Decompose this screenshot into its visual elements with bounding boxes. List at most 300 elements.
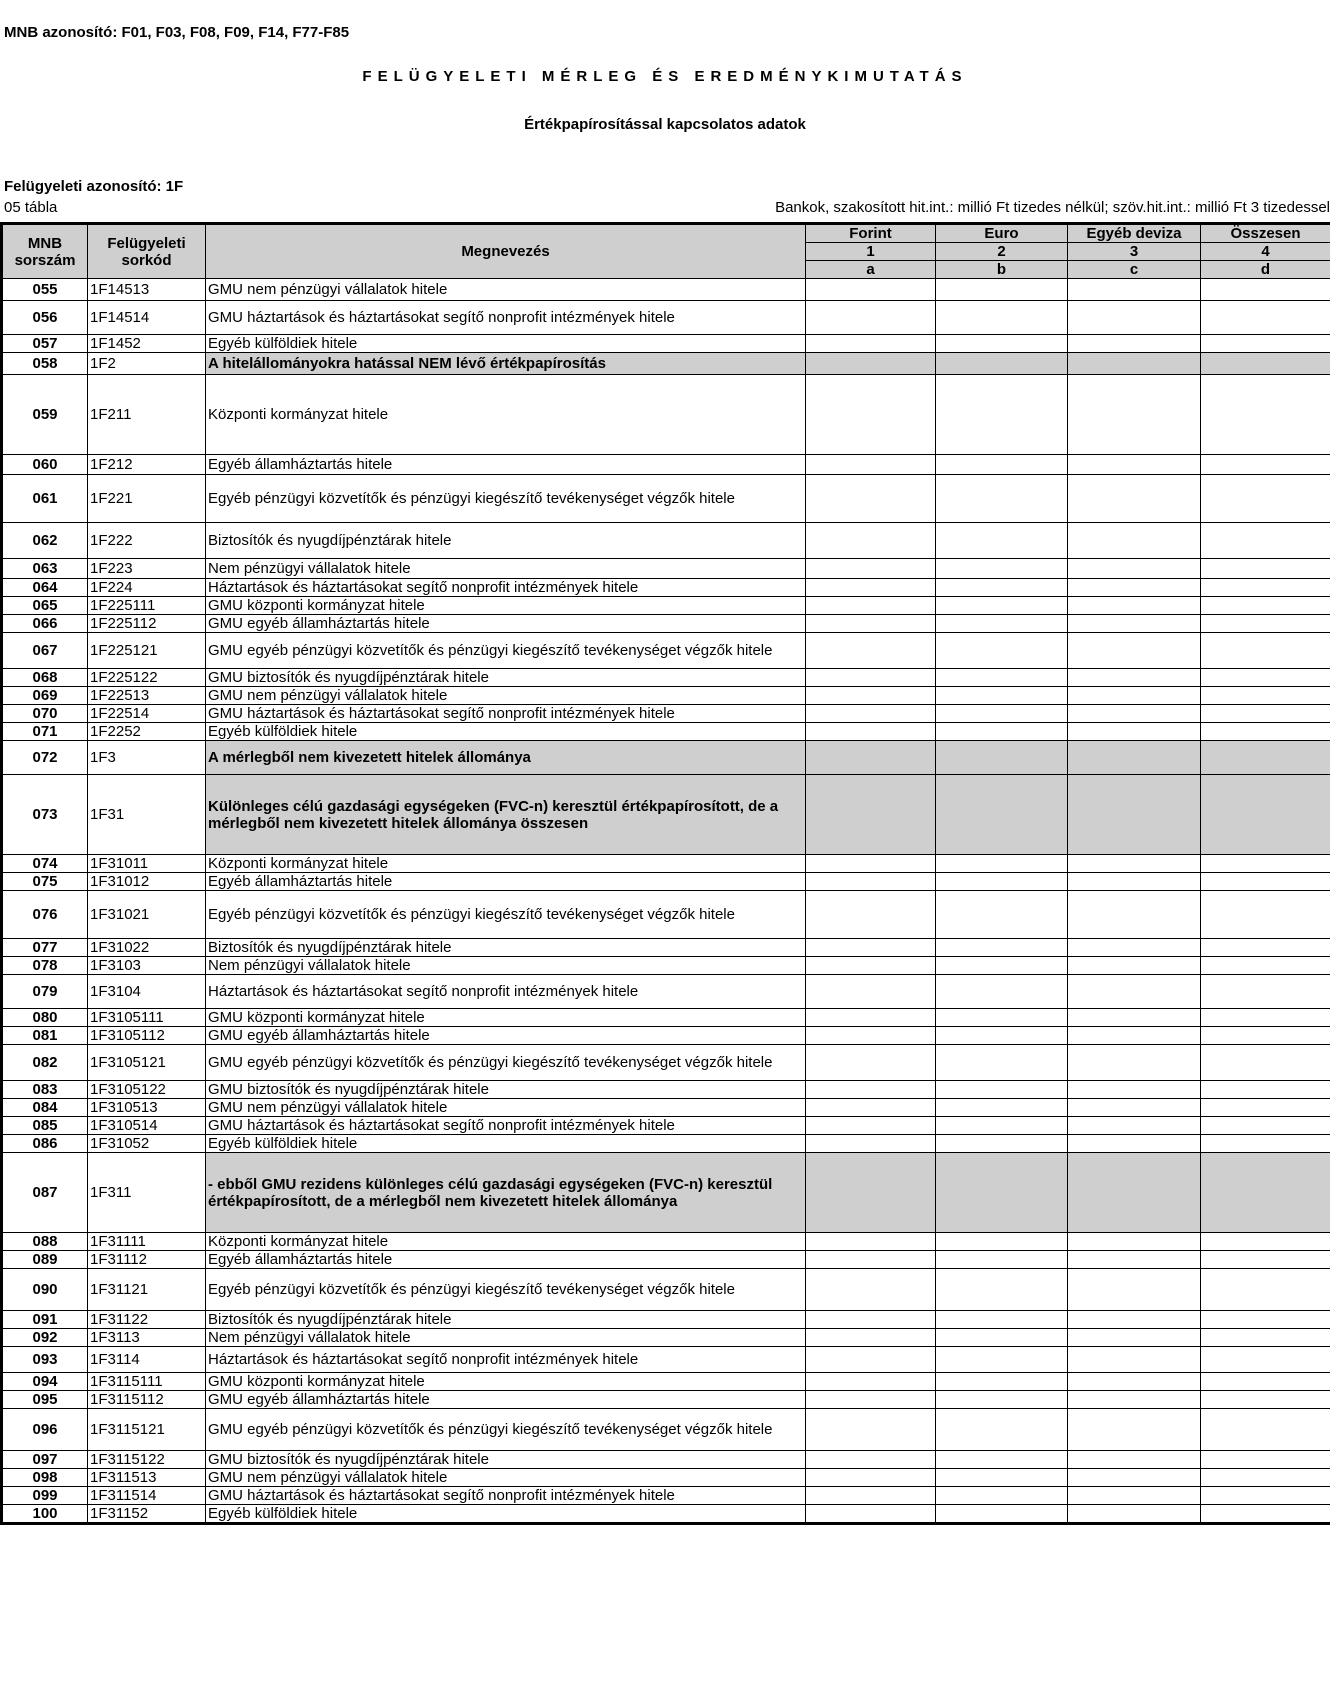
value-cell[interactable]: [936, 975, 1068, 1009]
table-row: [2, 1045, 1330, 1081]
value-cell[interactable]: [1201, 957, 1330, 975]
row-number: 055: [2, 279, 88, 301]
value-cell[interactable]: [1201, 687, 1330, 705]
row-number: 098: [2, 1469, 88, 1487]
row-number: 062: [2, 523, 88, 559]
value-cell[interactable]: [806, 1117, 936, 1135]
value-cell[interactable]: [936, 741, 1068, 775]
col-header-code: Felügyeleti sorkód: [88, 224, 206, 279]
value-cell[interactable]: [806, 873, 936, 891]
value-cell[interactable]: [806, 335, 936, 353]
row-code: 1F3115111: [88, 1373, 206, 1391]
value-cell[interactable]: [1201, 335, 1330, 353]
table-row: [2, 1391, 1330, 1409]
value-cell[interactable]: [1068, 741, 1201, 775]
value-cell[interactable]: [1201, 1487, 1330, 1505]
value-cell[interactable]: [1201, 1251, 1330, 1269]
row-name: GMU biztosítók és nyugdíjpénztárak hitele: [206, 1081, 806, 1099]
value-cell[interactable]: [936, 353, 1068, 375]
table-row: [2, 353, 1330, 375]
value-cell[interactable]: [1068, 1347, 1201, 1373]
value-cell[interactable]: [1201, 1009, 1330, 1027]
value-cell[interactable]: [806, 1135, 936, 1153]
row-code: 1F31022: [88, 939, 206, 957]
value-cell[interactable]: [806, 279, 936, 301]
table-row: [2, 1251, 1330, 1269]
row-number: 076: [2, 891, 88, 939]
row-code: 1F3115121: [88, 1409, 206, 1451]
value-cell[interactable]: [1201, 597, 1330, 615]
value-cell[interactable]: [806, 1269, 936, 1311]
value-cell[interactable]: [806, 633, 936, 669]
table-row: [2, 1099, 1330, 1117]
value-cell[interactable]: [806, 615, 936, 633]
row-code: 1F3105112: [88, 1027, 206, 1045]
value-cell[interactable]: [1201, 615, 1330, 633]
value-cell[interactable]: [936, 775, 1068, 855]
row-name: GMU nem pénzügyi vállalatok hitele: [206, 1099, 806, 1117]
value-cell[interactable]: [1068, 855, 1201, 873]
row-name: GMU egyéb államháztartás hitele: [206, 615, 806, 633]
value-cell[interactable]: [936, 1487, 1068, 1505]
value-cell[interactable]: [1201, 475, 1330, 523]
row-number: 092: [2, 1329, 88, 1347]
value-cell[interactable]: [806, 1505, 936, 1524]
value-cell[interactable]: [806, 855, 936, 873]
value-cell[interactable]: [806, 775, 936, 855]
table-row: [2, 1009, 1330, 1027]
value-cell[interactable]: [1068, 1329, 1201, 1347]
row-number: 095: [2, 1391, 88, 1409]
row-number: 097: [2, 1451, 88, 1469]
value-cell[interactable]: [806, 891, 936, 939]
value-cell[interactable]: [806, 957, 936, 975]
value-cell[interactable]: [1068, 975, 1201, 1009]
value-cell[interactable]: [1201, 891, 1330, 939]
value-cell[interactable]: [936, 1153, 1068, 1233]
row-code: 1F31011: [88, 855, 206, 873]
row-number: 060: [2, 455, 88, 475]
value-cell[interactable]: [936, 455, 1068, 475]
value-cell[interactable]: [1068, 1045, 1201, 1081]
value-cell[interactable]: [806, 475, 936, 523]
row-number: 067: [2, 633, 88, 669]
table-row: [2, 1409, 1330, 1451]
data-table: [0, 222, 1330, 1525]
value-cell[interactable]: [806, 523, 936, 559]
row-name: Egyéb külföldiek hitele: [206, 335, 806, 353]
row-number: 090: [2, 1269, 88, 1311]
row-number: 083: [2, 1081, 88, 1099]
value-cell[interactable]: [936, 1347, 1068, 1373]
row-name: GMU háztartások és háztartásokat segítő nonprofit intézmények hitele: [206, 301, 806, 335]
value-cell[interactable]: [936, 1081, 1068, 1099]
value-cell[interactable]: [806, 1233, 936, 1251]
value-cell[interactable]: [1068, 597, 1201, 615]
value-cell[interactable]: [1068, 705, 1201, 723]
value-cell[interactable]: [936, 1451, 1068, 1469]
value-cell[interactable]: [806, 1027, 936, 1045]
value-cell[interactable]: [936, 1391, 1068, 1409]
row-code: 1F3114: [88, 1347, 206, 1373]
row-number: 068: [2, 669, 88, 687]
row-code: 1F31152: [88, 1505, 206, 1524]
row-name: Különleges célú gazdasági egységeken (FVC-n) keresztül értékpapírosított, de a mérlegből nem kivezetett hitelek állománya összesen: [206, 775, 806, 855]
value-cell[interactable]: [806, 301, 936, 335]
value-cell[interactable]: [1068, 1081, 1201, 1099]
row-number: 074: [2, 855, 88, 873]
value-cell[interactable]: [936, 1251, 1068, 1269]
value-cell[interactable]: [1201, 669, 1330, 687]
table-row: [2, 455, 1330, 475]
value-cell[interactable]: [1068, 687, 1201, 705]
value-cell[interactable]: [1201, 1505, 1330, 1524]
value-cell[interactable]: [806, 975, 936, 1009]
row-number: 099: [2, 1487, 88, 1505]
value-cell[interactable]: [936, 335, 1068, 353]
table-row: [2, 1451, 1330, 1469]
value-cell[interactable]: [1068, 1099, 1201, 1117]
value-cell[interactable]: [1201, 523, 1330, 559]
row-code: 1F311: [88, 1153, 206, 1233]
row-code: 1F3: [88, 741, 206, 775]
value-cell[interactable]: [1068, 559, 1201, 579]
value-cell[interactable]: [1201, 1329, 1330, 1347]
row-number: 100: [2, 1505, 88, 1524]
value-cell[interactable]: [1201, 939, 1330, 957]
table-row: [2, 1311, 1330, 1329]
value-cell[interactable]: [806, 1487, 936, 1505]
row-number: 096: [2, 1409, 88, 1451]
value-cell[interactable]: [1201, 1117, 1330, 1135]
row-name: Egyéb pénzügyi közvetítők és pénzügyi kiegészítő tevékenységet végzők hitele: [206, 891, 806, 939]
row-name: Egyéb külföldiek hitele: [206, 1505, 806, 1524]
table-row: [2, 1373, 1330, 1391]
row-number: 077: [2, 939, 88, 957]
value-cell[interactable]: [1201, 975, 1330, 1009]
value-cell[interactable]: [936, 1135, 1068, 1153]
value-cell[interactable]: [936, 1009, 1068, 1027]
col-header-currency: Egyéb deviza: [1068, 224, 1201, 243]
row-code: 1F31121: [88, 1269, 206, 1311]
value-cell[interactable]: [1201, 559, 1330, 579]
value-cell[interactable]: [1068, 1469, 1201, 1487]
value-cell[interactable]: [1201, 301, 1330, 335]
value-cell[interactable]: [806, 1045, 936, 1081]
value-cell[interactable]: [936, 1027, 1068, 1045]
value-cell[interactable]: [1201, 1347, 1330, 1373]
row-number: 075: [2, 873, 88, 891]
value-cell[interactable]: [1068, 1487, 1201, 1505]
row-number: 080: [2, 1009, 88, 1027]
value-cell[interactable]: [936, 279, 1068, 301]
row-name: Biztosítók és nyugdíjpénztárak hitele: [206, 523, 806, 559]
value-cell[interactable]: [1201, 579, 1330, 597]
value-cell[interactable]: [1068, 1311, 1201, 1329]
value-cell[interactable]: [806, 597, 936, 615]
table-row: [2, 1027, 1330, 1045]
value-cell[interactable]: [1068, 873, 1201, 891]
value-cell[interactable]: [1201, 705, 1330, 723]
value-cell[interactable]: [1068, 1373, 1201, 1391]
row-name: Háztartások és háztartásokat segítő nonprofit intézmények hitele: [206, 975, 806, 1009]
value-cell[interactable]: [936, 1409, 1068, 1451]
row-code: 1F221: [88, 475, 206, 523]
value-cell[interactable]: [936, 375, 1068, 455]
row-code: 1F3105121: [88, 1045, 206, 1081]
value-cell[interactable]: [936, 723, 1068, 741]
row-code: 1F31: [88, 775, 206, 855]
value-cell[interactable]: [806, 1409, 936, 1451]
value-cell[interactable]: [936, 1329, 1068, 1347]
value-cell[interactable]: [1201, 1027, 1330, 1045]
row-name: Egyéb államháztartás hitele: [206, 455, 806, 475]
value-cell[interactable]: [1068, 279, 1201, 301]
value-cell[interactable]: [1201, 1269, 1330, 1311]
value-cell[interactable]: [1201, 775, 1330, 855]
row-name: Nem pénzügyi vállalatok hitele: [206, 559, 806, 579]
row-code: 1F223: [88, 559, 206, 579]
table-row: [2, 957, 1330, 975]
value-cell[interactable]: [1201, 1409, 1330, 1451]
value-cell[interactable]: [936, 301, 1068, 335]
value-cell[interactable]: [1201, 723, 1330, 741]
row-name: GMU háztartások és háztartásokat segítő nonprofit intézmények hitele: [206, 1487, 806, 1505]
row-code: 1F3115122: [88, 1451, 206, 1469]
value-cell[interactable]: [1068, 1451, 1201, 1469]
value-cell[interactable]: [936, 597, 1068, 615]
value-cell[interactable]: [1201, 353, 1330, 375]
value-cell[interactable]: [806, 579, 936, 597]
value-cell[interactable]: [1201, 1153, 1330, 1233]
row-code: 1F224: [88, 579, 206, 597]
value-cell[interactable]: [1068, 1251, 1201, 1269]
row-code: 1F311514: [88, 1487, 206, 1505]
value-cell[interactable]: [1201, 855, 1330, 873]
row-number: 073: [2, 775, 88, 855]
table-row: [2, 335, 1330, 353]
value-cell[interactable]: [936, 705, 1068, 723]
row-number: 089: [2, 1251, 88, 1269]
value-cell[interactable]: [936, 1373, 1068, 1391]
table-row: [2, 873, 1330, 891]
value-cell[interactable]: [806, 1451, 936, 1469]
table-number: 05 tábla: [4, 199, 58, 216]
value-cell[interactable]: [1201, 1311, 1330, 1329]
value-cell[interactable]: [1068, 1269, 1201, 1311]
table-row: [2, 279, 1330, 301]
value-cell[interactable]: [1201, 1469, 1330, 1487]
value-cell[interactable]: [936, 615, 1068, 633]
table-row: [2, 1487, 1330, 1505]
row-code: 1F225122: [88, 669, 206, 687]
row-name: Egyéb pénzügyi közvetítők és pénzügyi kiegészítő tevékenységet végzők hitele: [206, 1269, 806, 1311]
value-cell[interactable]: [936, 1117, 1068, 1135]
table-row: [2, 705, 1330, 723]
value-cell[interactable]: [1068, 723, 1201, 741]
value-cell[interactable]: [1201, 1135, 1330, 1153]
value-cell[interactable]: [1068, 633, 1201, 669]
value-cell[interactable]: [936, 957, 1068, 975]
row-name: Egyéb pénzügyi közvetítők és pénzügyi kiegészítő tevékenységet végzők hitele: [206, 475, 806, 523]
col-letter: a: [806, 261, 936, 279]
value-cell[interactable]: [1068, 1409, 1201, 1451]
row-name: GMU nem pénzügyi vállalatok hitele: [206, 687, 806, 705]
value-cell[interactable]: [1201, 1099, 1330, 1117]
value-cell[interactable]: [1068, 957, 1201, 975]
value-cell[interactable]: [1068, 1505, 1201, 1524]
value-cell[interactable]: [1068, 1009, 1201, 1027]
value-cell[interactable]: [1201, 375, 1330, 455]
row-name: GMU háztartások és háztartásokat segítő nonprofit intézmények hitele: [206, 1117, 806, 1135]
value-cell[interactable]: [806, 939, 936, 957]
value-cell[interactable]: [936, 523, 1068, 559]
value-cell[interactable]: [1201, 1233, 1330, 1251]
value-cell[interactable]: [806, 687, 936, 705]
table-row: [2, 1347, 1330, 1373]
value-cell[interactable]: [806, 455, 936, 475]
value-cell[interactable]: [1201, 873, 1330, 891]
value-cell[interactable]: [1068, 335, 1201, 353]
table-row: [2, 375, 1330, 455]
value-cell[interactable]: [806, 705, 936, 723]
row-code: 1F2: [88, 353, 206, 375]
value-cell[interactable]: [936, 1233, 1068, 1251]
row-name: - ebből GMU rezidens különleges célú gazdasági egységeken (FVC-n) keresztül értékpapírosított, de a mérlegből nem kivezetett hitelek állománya: [206, 1153, 806, 1233]
table-row: [2, 891, 1330, 939]
col-letter: d: [1201, 261, 1330, 279]
value-cell[interactable]: [936, 939, 1068, 957]
row-number: 066: [2, 615, 88, 633]
value-cell[interactable]: [1068, 939, 1201, 957]
value-cell[interactable]: [806, 669, 936, 687]
row-name: Biztosítók és nyugdíjpénztárak hitele: [206, 939, 806, 957]
value-cell[interactable]: [806, 1251, 936, 1269]
page-title: FELÜGYELETI MÉRLEG ÉS EREDMÉNYKIMUTATÁS: [362, 68, 968, 85]
row-number: 058: [2, 353, 88, 375]
mnb-identifier: MNB azonosító: F01, F03, F08, F09, F14, F77-F85: [4, 24, 350, 41]
value-cell[interactable]: [1068, 615, 1201, 633]
value-cell[interactable]: [806, 1469, 936, 1487]
value-cell[interactable]: [1068, 1117, 1201, 1135]
value-cell[interactable]: [1068, 1233, 1201, 1251]
value-cell[interactable]: [806, 353, 936, 375]
row-number: 093: [2, 1347, 88, 1373]
value-cell[interactable]: [936, 1505, 1068, 1524]
value-cell[interactable]: [1201, 741, 1330, 775]
row-number: 088: [2, 1233, 88, 1251]
value-cell[interactable]: [1068, 579, 1201, 597]
row-number: 091: [2, 1311, 88, 1329]
value-cell[interactable]: [936, 1469, 1068, 1487]
value-cell[interactable]: [936, 1045, 1068, 1081]
value-cell[interactable]: [1068, 1027, 1201, 1045]
row-code: 1F22514: [88, 705, 206, 723]
value-cell[interactable]: [936, 559, 1068, 579]
value-cell[interactable]: [936, 891, 1068, 939]
value-cell[interactable]: [806, 1009, 936, 1027]
value-cell[interactable]: [1201, 1045, 1330, 1081]
value-cell[interactable]: [1201, 1451, 1330, 1469]
row-number: 082: [2, 1045, 88, 1081]
value-cell[interactable]: [1201, 1391, 1330, 1409]
value-cell[interactable]: [936, 633, 1068, 669]
row-code: 1F222: [88, 523, 206, 559]
table-row: [2, 1505, 1330, 1524]
value-cell[interactable]: [936, 1311, 1068, 1329]
value-cell[interactable]: [1201, 633, 1330, 669]
value-cell[interactable]: [1068, 455, 1201, 475]
col-number: 2: [936, 243, 1068, 261]
value-cell[interactable]: [1068, 775, 1201, 855]
row-number: 070: [2, 705, 88, 723]
row-code: 1F3115112: [88, 1391, 206, 1409]
table-row: [2, 855, 1330, 873]
row-code: 1F14513: [88, 279, 206, 301]
value-cell[interactable]: [806, 741, 936, 775]
value-cell[interactable]: [806, 723, 936, 741]
value-cell[interactable]: [1201, 1373, 1330, 1391]
value-cell[interactable]: [936, 579, 1068, 597]
row-number: 056: [2, 301, 88, 335]
value-cell[interactable]: [1068, 891, 1201, 939]
value-cell[interactable]: [1201, 279, 1330, 301]
value-cell[interactable]: [936, 475, 1068, 523]
value-cell[interactable]: [806, 1153, 936, 1233]
row-number: 079: [2, 975, 88, 1009]
row-code: 1F2252: [88, 723, 206, 741]
value-cell[interactable]: [1201, 1081, 1330, 1099]
value-cell[interactable]: [1068, 1391, 1201, 1409]
row-number: 059: [2, 375, 88, 455]
value-cell[interactable]: [1201, 455, 1330, 475]
value-cell[interactable]: [806, 1347, 936, 1373]
value-cell[interactable]: [936, 855, 1068, 873]
row-code: 1F225121: [88, 633, 206, 669]
row-name: GMU központi kormányzat hitele: [206, 1373, 806, 1391]
value-cell[interactable]: [806, 1081, 936, 1099]
value-cell[interactable]: [806, 1391, 936, 1409]
value-cell[interactable]: [806, 375, 936, 455]
row-number: 087: [2, 1153, 88, 1233]
table-row: [2, 475, 1330, 523]
value-cell[interactable]: [1068, 375, 1201, 455]
value-cell[interactable]: [1068, 1153, 1201, 1233]
row-code: 1F310514: [88, 1117, 206, 1135]
value-cell[interactable]: [1068, 475, 1201, 523]
value-cell[interactable]: [806, 1099, 936, 1117]
value-cell[interactable]: [1068, 1135, 1201, 1153]
value-cell[interactable]: [936, 1269, 1068, 1311]
value-cell[interactable]: [936, 1099, 1068, 1117]
row-number: 064: [2, 579, 88, 597]
value-cell[interactable]: [1068, 353, 1201, 375]
value-cell[interactable]: [1068, 669, 1201, 687]
value-cell[interactable]: [806, 1329, 936, 1347]
value-cell[interactable]: [936, 669, 1068, 687]
value-cell[interactable]: [1068, 523, 1201, 559]
value-cell[interactable]: [936, 873, 1068, 891]
col-number: 3: [1068, 243, 1201, 261]
row-name: GMU nem pénzügyi vállalatok hitele: [206, 279, 806, 301]
value-cell[interactable]: [806, 1311, 936, 1329]
value-cell[interactable]: [806, 1373, 936, 1391]
value-cell[interactable]: [936, 687, 1068, 705]
value-cell[interactable]: [806, 559, 936, 579]
value-cell[interactable]: [1068, 301, 1201, 335]
row-code: 1F31012: [88, 873, 206, 891]
table-row: [2, 633, 1330, 669]
